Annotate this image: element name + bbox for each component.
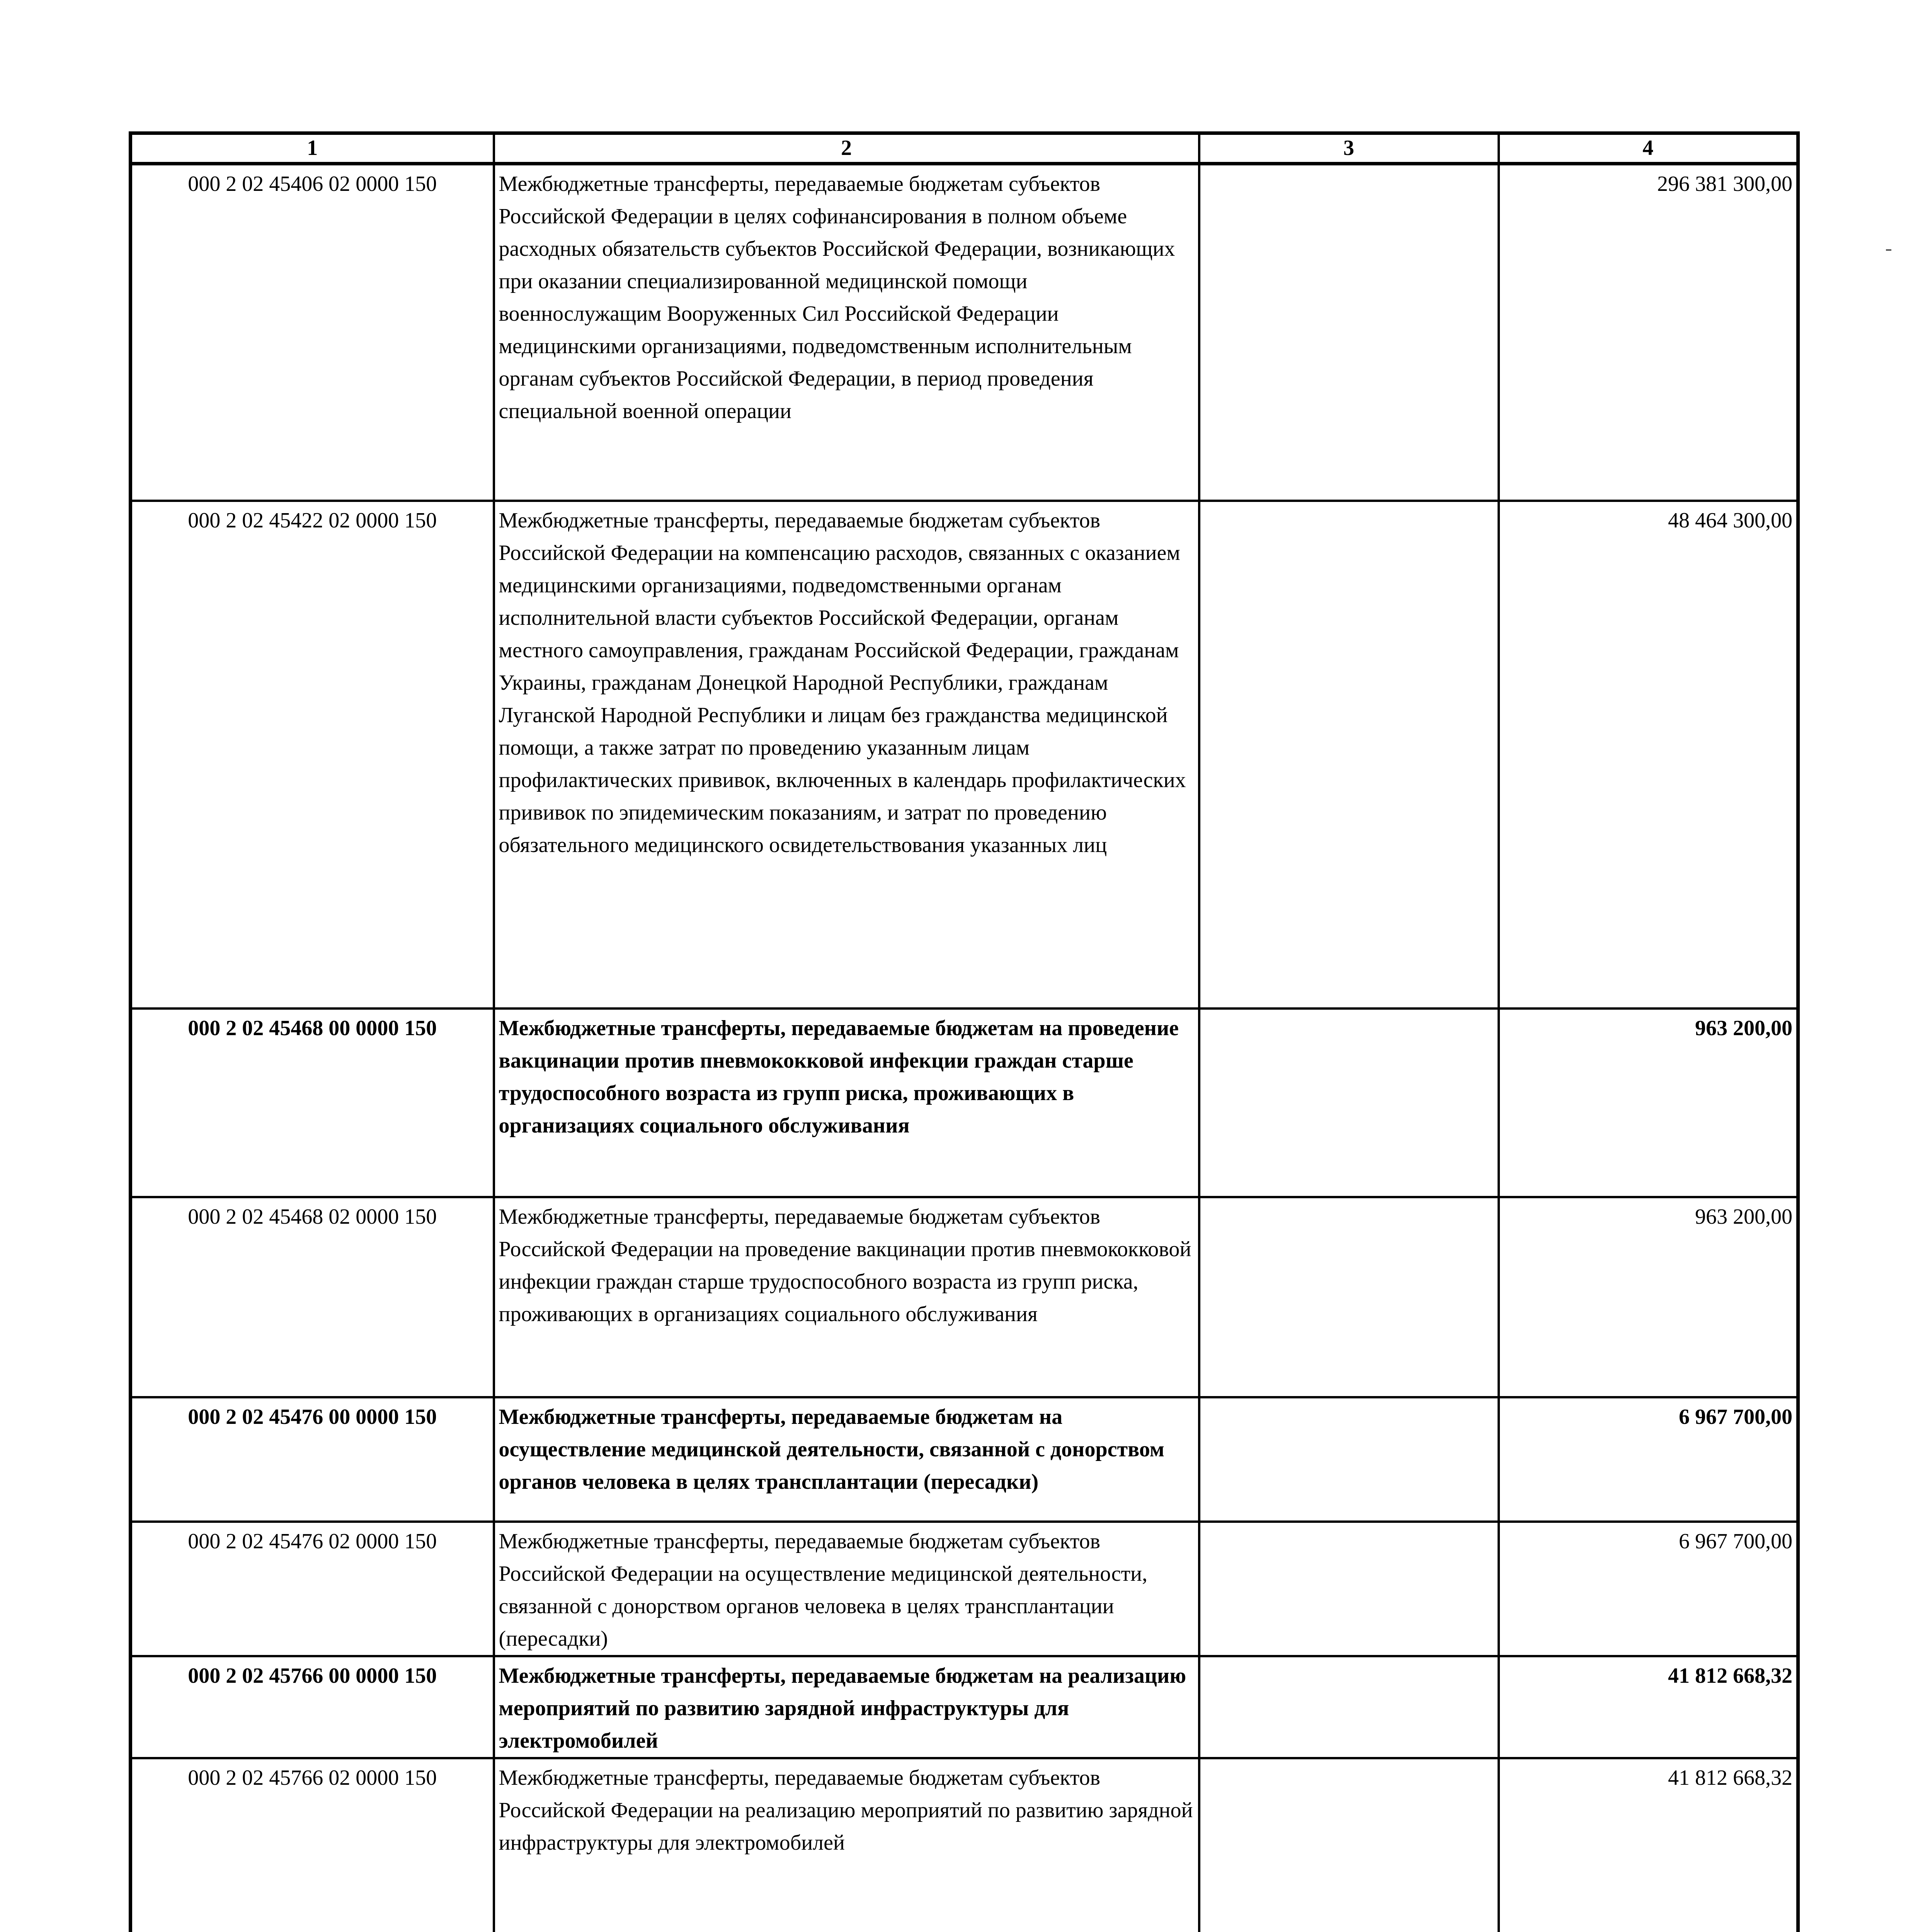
budget-code-cell: 000 2 02 45422 02 0000 150 (131, 501, 494, 1009)
amount-cell: 963 200,00 (1499, 1009, 1798, 1197)
budget-table-container (129, 131, 1796, 1932)
amount-cell: 41 812 668,32 (1499, 1758, 1798, 1932)
description-cell: Межбюджетные трансферты, передаваемые бюджетам субъектов Российской Федерации на реализацию мероприятий по развитию зарядной инфраструктуры для электромобилей (494, 1758, 1199, 1932)
table-header-row (131, 133, 1798, 164)
description-cell: Межбюджетные трансферты, передаваемые бюджетам на реализацию мероприятий по развитию зарядной инфраструктуры для электромобилей (494, 1656, 1199, 1758)
amount-cell: 963 200,00 (1499, 1197, 1798, 1397)
column-3-cell (1199, 1656, 1499, 1758)
table-row (131, 1009, 1798, 1197)
column-3-cell (1199, 1397, 1499, 1522)
amount-cell: 6 967 700,00 (1499, 1397, 1798, 1522)
table-row (131, 1656, 1798, 1758)
amount-cell: 41 812 668,32 (1499, 1656, 1798, 1758)
budget-code-cell: 000 2 02 45406 02 0000 150 (131, 164, 494, 501)
column-3-cell (1199, 501, 1499, 1009)
budget-code-cell: 000 2 02 45476 02 0000 150 (131, 1522, 494, 1656)
column-3-cell (1199, 164, 1499, 501)
amount-cell: 48 464 300,00 (1499, 501, 1798, 1009)
column-header-1: 1 (131, 133, 494, 164)
column-3-cell (1199, 1197, 1499, 1397)
column-header-3: 3 (1199, 133, 1499, 164)
budget-code-cell: 000 2 02 45468 00 0000 150 (131, 1009, 494, 1197)
budget-code-cell: 000 2 02 45476 00 0000 150 (131, 1397, 494, 1522)
description-cell: Межбюджетные трансферты, передаваемые бюджетам на осуществление медицинской деятельности, связанной с донорством органов человека в целях трансплантации (пересадки) (494, 1397, 1199, 1522)
budget-table (129, 131, 1800, 1932)
column-header-2: 2 (494, 133, 1199, 164)
table-row (131, 1758, 1798, 1932)
description-cell: Межбюджетные трансферты, передаваемые бюджетам субъектов Российской Федерации на компенсацию расходов, связанных с оказанием медицинскими организациями, подведомственными органам исполнительной власти субъектов Российской Федерации, органам местного самоуправления, гражданам Российской Федерации, гражданам Украины, гражданам Донецкой Народной Республики, гражданам Луганской Народной Республики и лицам без гражданства медицинской помощи, а также затрат по проведению указанным лицам профилактических прививок, включенных в календарь профилактических прививок по эпидемическим показаниям, и затрат по проведению обязательного медицинского освидетельствования указанных лиц (494, 501, 1199, 1009)
description-cell: Межбюджетные трансферты, передаваемые бюджетам субъектов Российской Федерации на осуществление медицинской деятельности, связанной с донорством органов человека в целях трансплантации (пересадки) (494, 1522, 1199, 1656)
budget-code-cell: 000 2 02 45766 00 0000 150 (131, 1656, 494, 1758)
column-3-cell (1199, 1522, 1499, 1656)
column-3-cell (1199, 1758, 1499, 1932)
table-row (131, 1397, 1798, 1522)
budget-code-cell: 000 2 02 45468 02 0000 150 (131, 1197, 494, 1397)
column-header-4: 4 (1499, 133, 1798, 164)
table-row (131, 164, 1798, 501)
scan-artifact-mark (1886, 249, 1891, 251)
table-row (131, 501, 1798, 1009)
amount-cell: 296 381 300,00 (1499, 164, 1798, 501)
amount-cell: 6 967 700,00 (1499, 1522, 1798, 1656)
column-3-cell (1199, 1009, 1499, 1197)
description-cell: Межбюджетные трансферты, передаваемые бюджетам субъектов Российской Федерации в целях софинансирования в полном объеме расходных обязательств субъектов Российской Федерации, возникающих при оказании специализированной медицинской помощи военнослужащим Вооруженных Сил Российской Федерации медицинскими организациями, подведомственным исполнительным органам субъектов Российской Федерации, в период проведения специальной военной операции (494, 164, 1199, 501)
budget-code-cell: 000 2 02 45766 02 0000 150 (131, 1758, 494, 1932)
description-cell: Межбюджетные трансферты, передаваемые бюджетам субъектов Российской Федерации на проведение вакцинации против пневмококковой инфекции граждан старше трудоспособного возраста из групп риска, проживающих в организациях социального обслуживания (494, 1197, 1199, 1397)
table-row (131, 1522, 1798, 1656)
description-cell: Межбюджетные трансферты, передаваемые бюджетам на проведение вакцинации против пневмококковой инфекции граждан старше трудоспособного возраста из групп риска, проживающих в организациях социального обслуживания (494, 1009, 1199, 1197)
table-row (131, 1197, 1798, 1397)
